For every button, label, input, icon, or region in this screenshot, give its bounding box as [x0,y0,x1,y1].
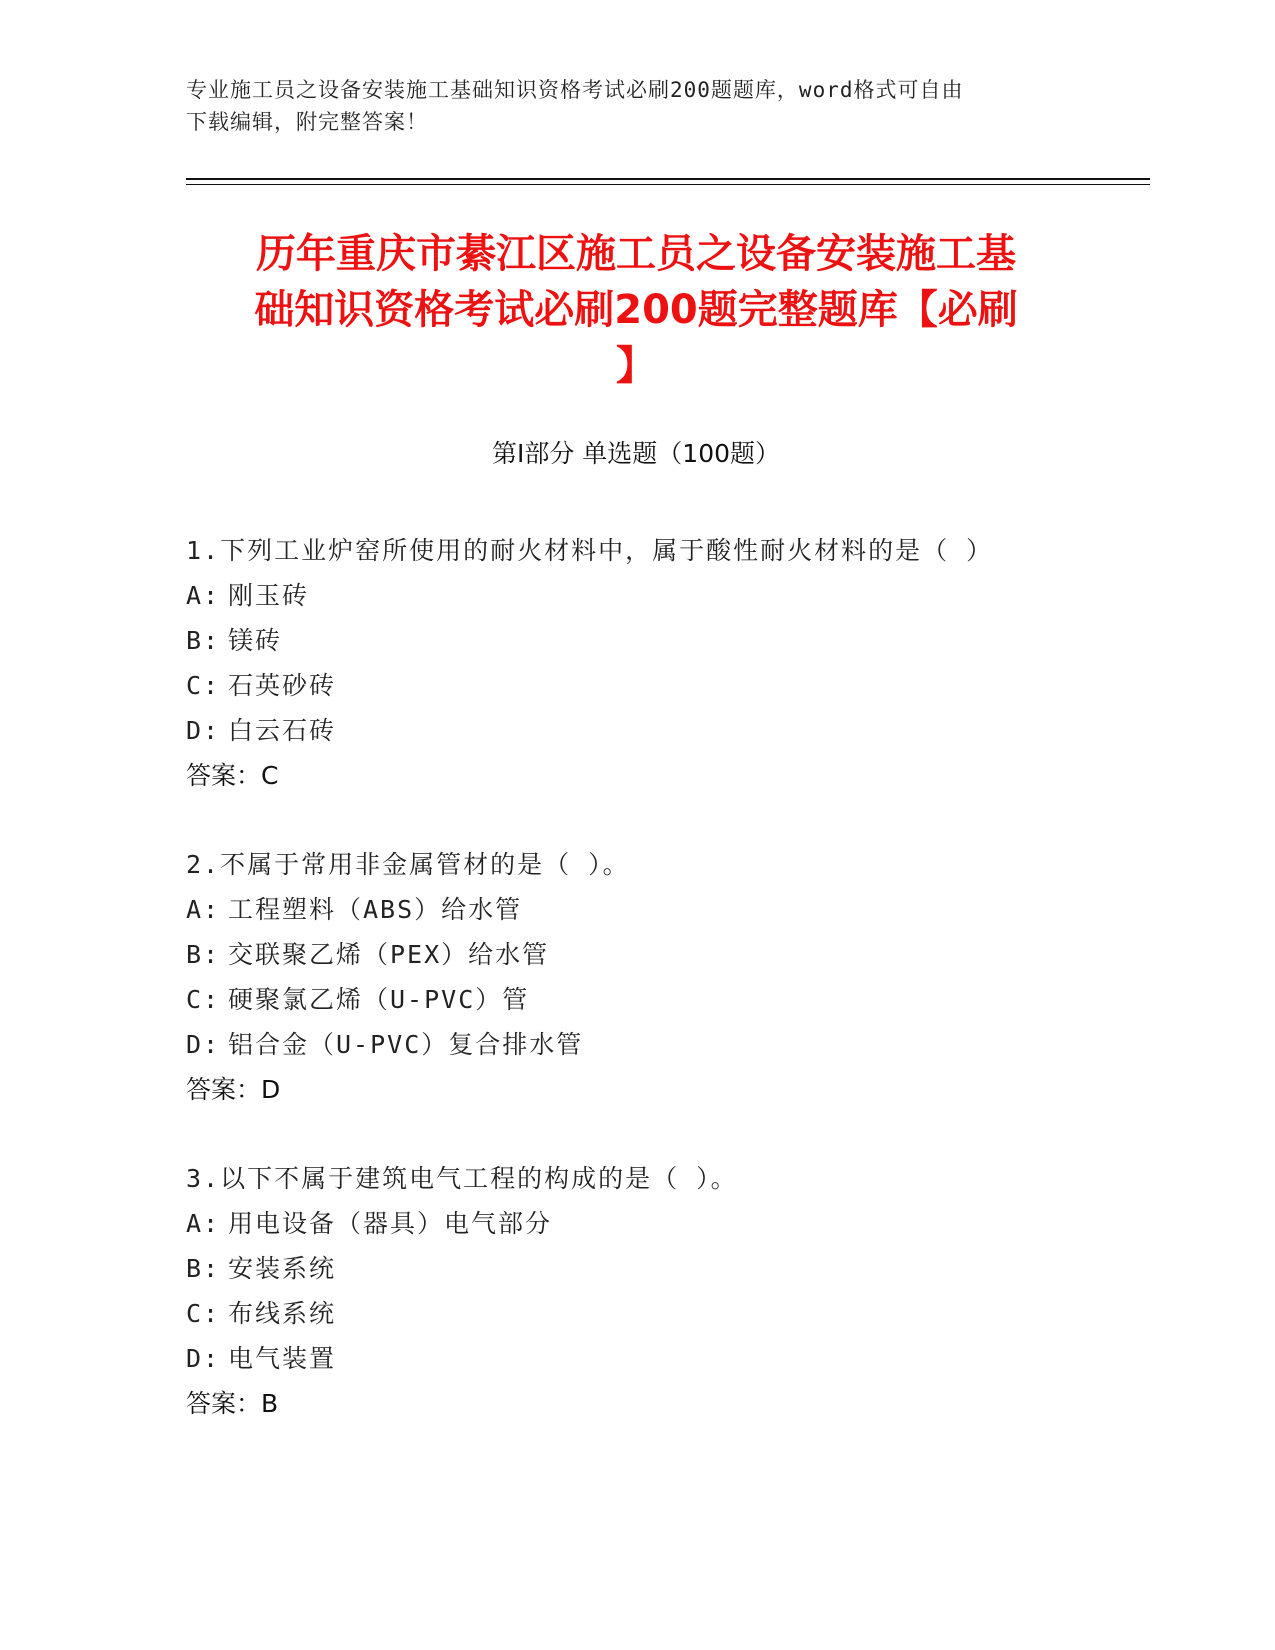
option-letter: C: [186,985,221,1014]
question-stem: 1.下列工业炉窑所使用的耐火材料中，属于酸性耐火材料的是（ ） [186,536,994,565]
option-letter: B: [186,1254,221,1283]
option-d [186,708,1146,753]
option-d [186,1336,1146,1381]
option-text: 镁砖 [228,626,283,655]
option-letter: A: [186,895,221,924]
option-letter: A: [186,581,221,610]
option-c [186,977,1146,1022]
question-list [186,528,1146,1470]
option-letter: C: [186,671,221,700]
option-text: 刚玉砖 [228,581,310,610]
option-letter: D: [186,716,221,745]
option-letter: B: [186,626,221,655]
question-2 [186,842,1146,1112]
question-answer: 答案：B [186,1389,279,1418]
option-a [186,1201,1146,1246]
option-c [186,1291,1146,1336]
header-note-line-2: 下载编辑，附完整答案！ [186,110,428,134]
question-3 [186,1156,1146,1426]
question-answer: 答案：C [186,761,279,790]
question-answer: 答案：D [186,1075,281,1104]
document-title-line-1: 历年重庆市綦江区施工员之设备安装施工基 [256,231,1016,277]
option-a [186,887,1146,932]
question-stem: 3.以下不属于建筑电气工程的构成的是（ ）。 [186,1164,738,1193]
option-text: 铝合金（U-PVC）复合排水管 [228,1030,584,1059]
question-stem: 2.不属于常用非金属管材的是（ ）。 [186,850,630,879]
document-title [186,226,1086,394]
option-b [186,618,1146,663]
option-text: 电气装置 [228,1344,337,1373]
header-note [186,74,1086,138]
document-title-line-2: 础知识资格考试必刷200题完整题库【必刷 [254,287,1018,333]
header-divider-thin [186,184,1150,185]
section-title: 第I部分 单选题（100题） [491,439,781,468]
option-letter: D: [186,1030,221,1059]
header-note-line-1: 专业施工员之设备安装施工基础知识资格考试必刷200题题库，word格式可自由 [186,78,964,102]
option-text: 工程塑料（ABS）给水管 [228,895,523,924]
option-letter: B: [186,940,221,969]
option-text: 布线系统 [228,1299,337,1328]
option-d [186,1022,1146,1067]
header-divider-thick [186,178,1150,180]
question-1 [186,528,1146,798]
option-text: 交联聚乙烯（PEX）给水管 [228,940,550,969]
option-a [186,573,1146,618]
option-text: 用电设备（器具）电气部分 [228,1209,553,1238]
document-title-line-3: 】 [616,343,656,389]
option-text: 安装系统 [228,1254,337,1283]
option-letter: D: [186,1344,221,1373]
option-c [186,663,1146,708]
option-text: 硬聚氯乙烯（U-PVC）管 [228,985,530,1014]
option-b [186,1246,1146,1291]
option-text: 白云石砖 [228,716,337,745]
option-letter: C: [186,1299,221,1328]
option-text: 石英砂砖 [228,671,337,700]
option-letter: A: [186,1209,221,1238]
option-b [186,932,1146,977]
